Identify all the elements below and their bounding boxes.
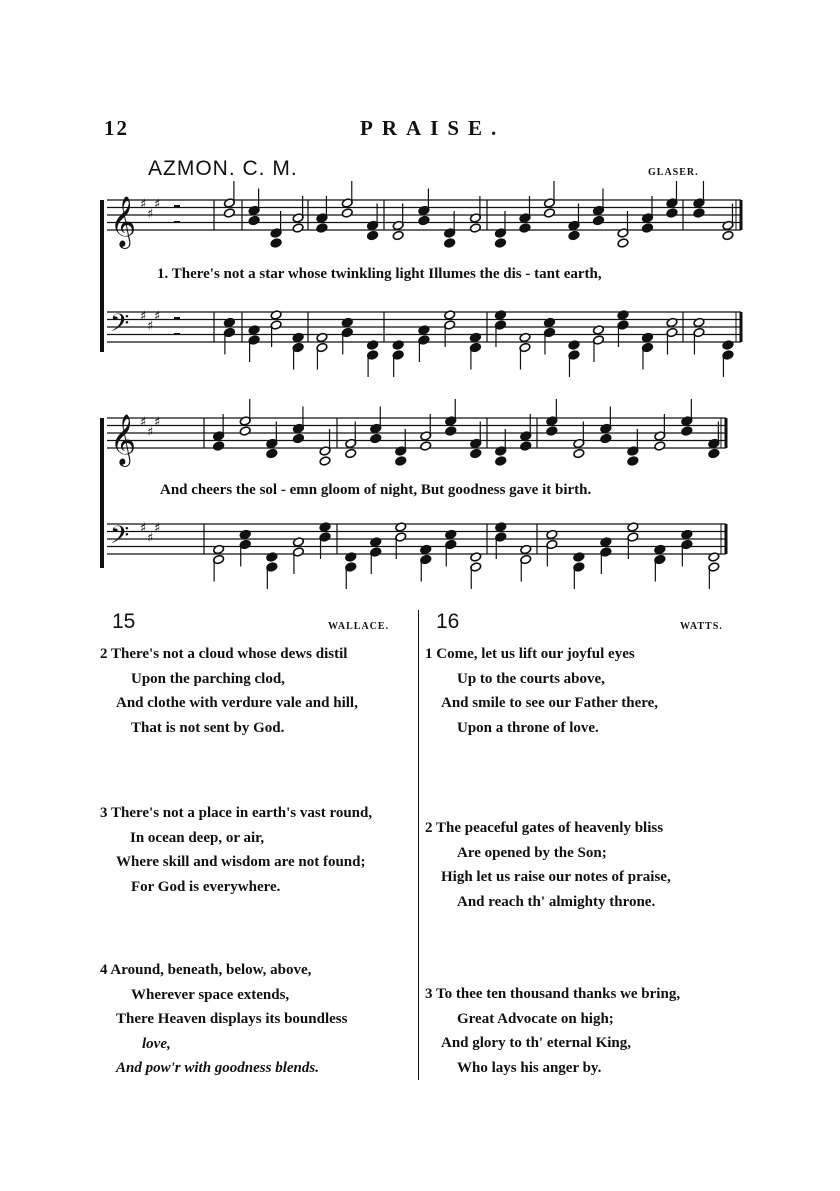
lyric-line-1: 1. There's not a star whose twinkling light Illumes the dis - tant earth, [157, 266, 602, 282]
note-head [270, 238, 282, 248]
note-head [469, 223, 481, 233]
time-signature [174, 221, 180, 223]
note-head [341, 208, 353, 218]
system-bracket [100, 200, 104, 352]
stanza-16-2 [425, 816, 671, 914]
note-head [617, 238, 629, 248]
sharp-icon: ♯ [147, 207, 154, 222]
tune-name: AZMON. C. M. [148, 157, 298, 180]
note-head [392, 230, 404, 240]
composer-name: GLASER. [648, 167, 699, 178]
running-title: PRAISE. [360, 116, 506, 140]
stanza-15-4 [100, 958, 347, 1081]
verse-line: Upon the parching clod, [131, 670, 285, 687]
verse-line: High let us raise our notes of praise, [441, 869, 671, 885]
column-divider [418, 610, 419, 1080]
bass-clef-icon: 𝄢 [110, 521, 130, 556]
note-head [593, 215, 605, 225]
note-head [293, 433, 305, 443]
note-head [223, 208, 235, 218]
sharp-icon: ♯ [140, 521, 147, 536]
bass-clef-icon: 𝄢 [110, 309, 130, 344]
note-head [367, 230, 379, 240]
note-head [600, 433, 612, 443]
note-head [345, 448, 357, 458]
note-head [248, 215, 260, 225]
verse-line: 3 There's not a place in earth's vast round, [100, 805, 373, 821]
time-signature [174, 205, 180, 207]
sharp-icon: ♯ [147, 531, 154, 546]
verse-line: That is not sent by God. [131, 719, 285, 736]
verse-line: And pow'r with goodness blends. [116, 1060, 319, 1076]
verse-line: There Heaven displays its boundless [116, 1011, 348, 1027]
lyric-line-2: And cheers the sol - emn gloom of night, But goodness gave it birth. [160, 482, 592, 498]
treble-clef-icon: 𝄞 [110, 196, 137, 247]
note-head [520, 441, 532, 451]
sharp-icon: ♯ [154, 521, 161, 536]
sharp-icon: ♯ [140, 415, 147, 430]
verse-line: 2 The peaceful gates of heavenly bliss [425, 820, 664, 836]
hymn-number-16: 16 [436, 610, 460, 633]
note-head [213, 441, 225, 451]
note-head [495, 238, 507, 248]
note-head [642, 223, 654, 233]
verse-line: 4 Around, beneath, below, above, [100, 962, 312, 978]
note-head [544, 208, 556, 218]
note-head [292, 223, 304, 233]
stanza-15-2 [100, 642, 358, 740]
stanza-15-3 [100, 801, 372, 899]
note-head [708, 448, 720, 458]
verse-line: And smile to see our Father there, [441, 695, 659, 711]
sharp-icon: ♯ [154, 309, 161, 324]
verse-line: Up to the courts above, [457, 670, 605, 687]
note-head [681, 426, 693, 436]
verse-line: And glory to th' eternal King, [441, 1035, 631, 1051]
note-head [370, 433, 382, 443]
time-signature [174, 317, 180, 319]
verse-line: love, [142, 1035, 171, 1052]
sharp-icon: ♯ [140, 309, 147, 324]
note-head [519, 223, 531, 233]
note-head [420, 441, 432, 451]
verse-line: Are opened by the Son; [457, 844, 607, 861]
verse-line: For God is everywhere. [131, 878, 281, 895]
note-head [319, 456, 331, 466]
verse-line: Where skill and wisdom are not found; [116, 854, 366, 870]
note-head [495, 456, 507, 466]
sharp-icon: ♯ [154, 415, 161, 430]
verse-line: 2 There's not a cloud whose dews distil [100, 646, 348, 662]
verse-line: Great Advocate on high; [457, 1010, 614, 1027]
note-head [568, 230, 580, 240]
note-head [266, 448, 278, 458]
note-head [445, 426, 457, 436]
verse-line: And clothe with verdure vale and hill, [116, 695, 358, 711]
note-head [418, 215, 430, 225]
hymn-author-15: WALLACE. [328, 621, 390, 632]
stanza-16-3 [425, 982, 680, 1080]
note-head [627, 456, 639, 466]
note-head [693, 208, 705, 218]
note-head [239, 426, 251, 436]
page-number: 12 [104, 116, 129, 140]
sharp-icon: ♯ [147, 319, 154, 334]
verse-line: Wherever space extends, [131, 986, 290, 1003]
note-head [546, 426, 558, 436]
verse-line: 3 To thee ten thousand thanks we bring, [425, 986, 681, 1002]
note-head [316, 223, 328, 233]
time-signature [174, 333, 180, 335]
verse-line: Upon a throne of love. [457, 719, 599, 736]
sharp-icon: ♯ [154, 197, 161, 212]
note-head [722, 230, 734, 240]
verse-line: In ocean deep, or air, [130, 829, 265, 846]
hymn-number-15: 15 [112, 610, 136, 633]
system-bracket [100, 418, 104, 568]
hymn-author-16: WATTS. [680, 621, 723, 632]
treble-clef-icon: 𝄞 [110, 414, 137, 465]
note-head [395, 456, 407, 466]
verse-line: Who lays his anger by. [457, 1059, 602, 1076]
verse-line: And reach th' almighty throne. [457, 893, 656, 910]
note-head [666, 208, 678, 218]
stanza-16-1 [425, 642, 658, 740]
sharp-icon: ♯ [140, 197, 147, 212]
note-head [444, 238, 456, 248]
note-head [573, 448, 585, 458]
verse-line: 1 Come, let us lift our joyful eyes [425, 646, 635, 662]
sharp-icon: ♯ [147, 425, 154, 440]
note-head [654, 441, 666, 451]
note-head [470, 448, 482, 458]
